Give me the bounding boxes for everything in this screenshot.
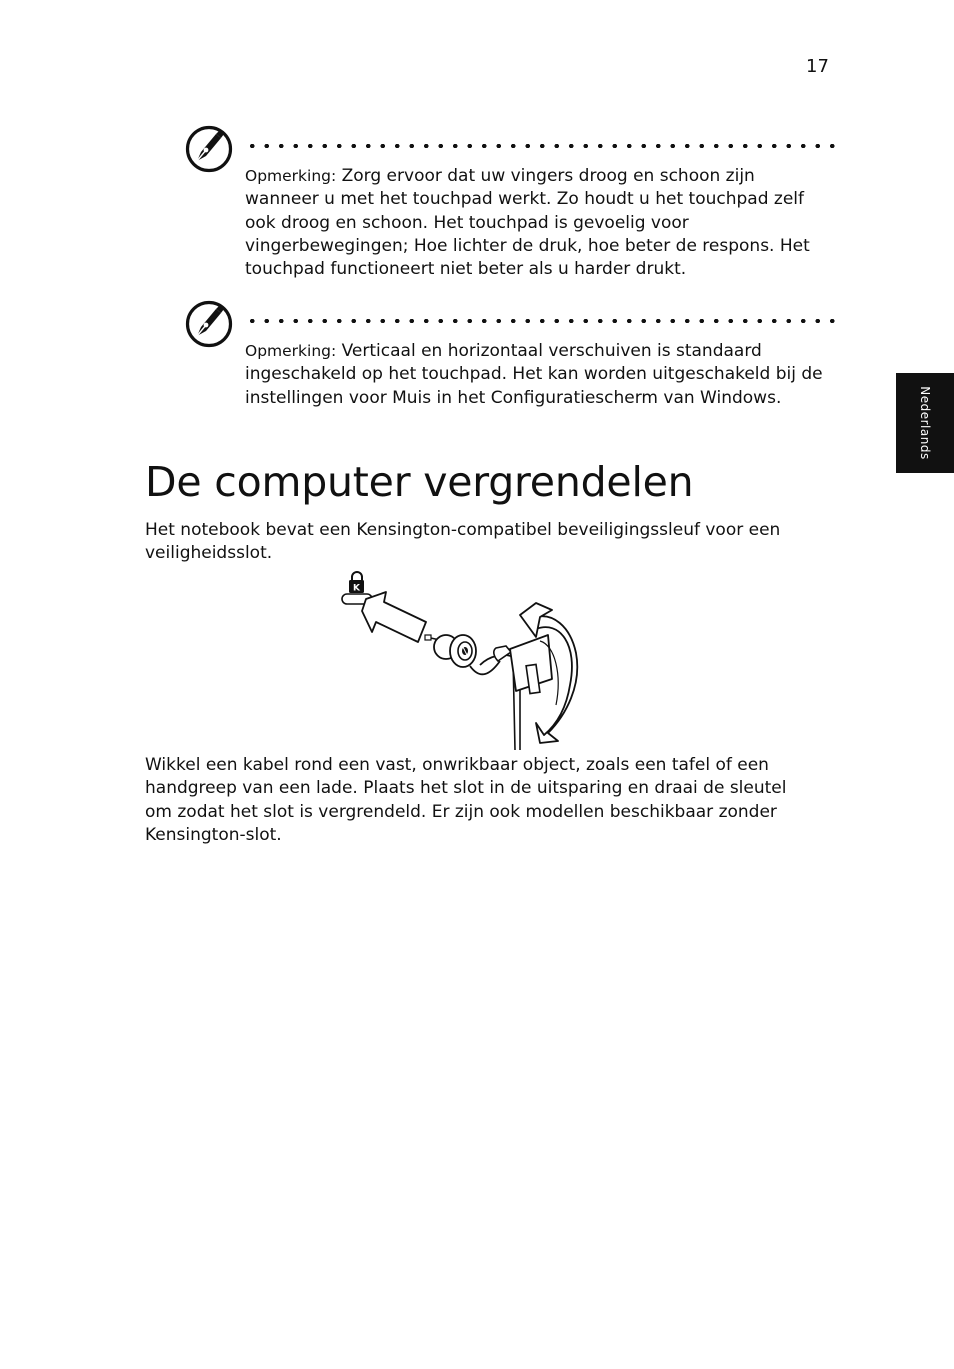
- page-number: 17: [806, 56, 829, 77]
- kensington-lock-symbol: [349, 572, 364, 594]
- note-dotted-rule: [245, 144, 835, 148]
- note-label: Opmerking:: [245, 342, 337, 360]
- language-tab-label: Nederlands: [918, 386, 932, 460]
- instruction-paragraph: Wikkel een kabel rond een vast, onwrikbaar object, zoals een tafel of een handgreep van een lade. Plaats het slot in de uitsparing en draai de sleutel om zodat het slot is vergrendeld. Er zijn ook modellen beschikbaar zonder Kensington-slot.: [145, 755, 787, 845]
- lock-letter: K: [353, 583, 360, 594]
- kensington-lock-illustration: [330, 565, 590, 755]
- lock-key: [494, 635, 552, 694]
- security-cable: [470, 655, 513, 674]
- insert-arrow: [362, 592, 426, 642]
- lock-head: [425, 635, 476, 667]
- language-side-tab: [896, 373, 954, 473]
- note-pen-icon: [185, 125, 233, 173]
- intro-paragraph: Het notebook bevat een Kensington-compatibel beveiligingssleuf voor een veiligheidsslot.: [145, 520, 781, 564]
- note-pen-icon: [185, 300, 233, 348]
- note-body: Zorg ervoor dat uw vingers droog en schoon zijn wanneer u met het touchpad werkt. Zo houdt u het touchpad zelf ook droog en schoon. Het touchpad is gevoelig voor vingerbewegingen; Hoe lichter de druk, hoe beter de respons. Het touchpad functioneert niet beter als u harder drukt.: [245, 166, 810, 280]
- note-label: Opmerking:: [245, 167, 337, 185]
- note-body: Verticaal en horizontaal verschuiven is standaard ingeschakeld op het touchpad. Het kan worden uitgeschakeld bij de instellingen voor Muis in het Configuratiescherm van Windows.: [245, 341, 823, 408]
- note-text: [245, 340, 830, 410]
- note-text: [245, 165, 830, 281]
- note-dotted-rule: [245, 319, 835, 323]
- section-heading: De computer vergrendelen: [145, 458, 694, 506]
